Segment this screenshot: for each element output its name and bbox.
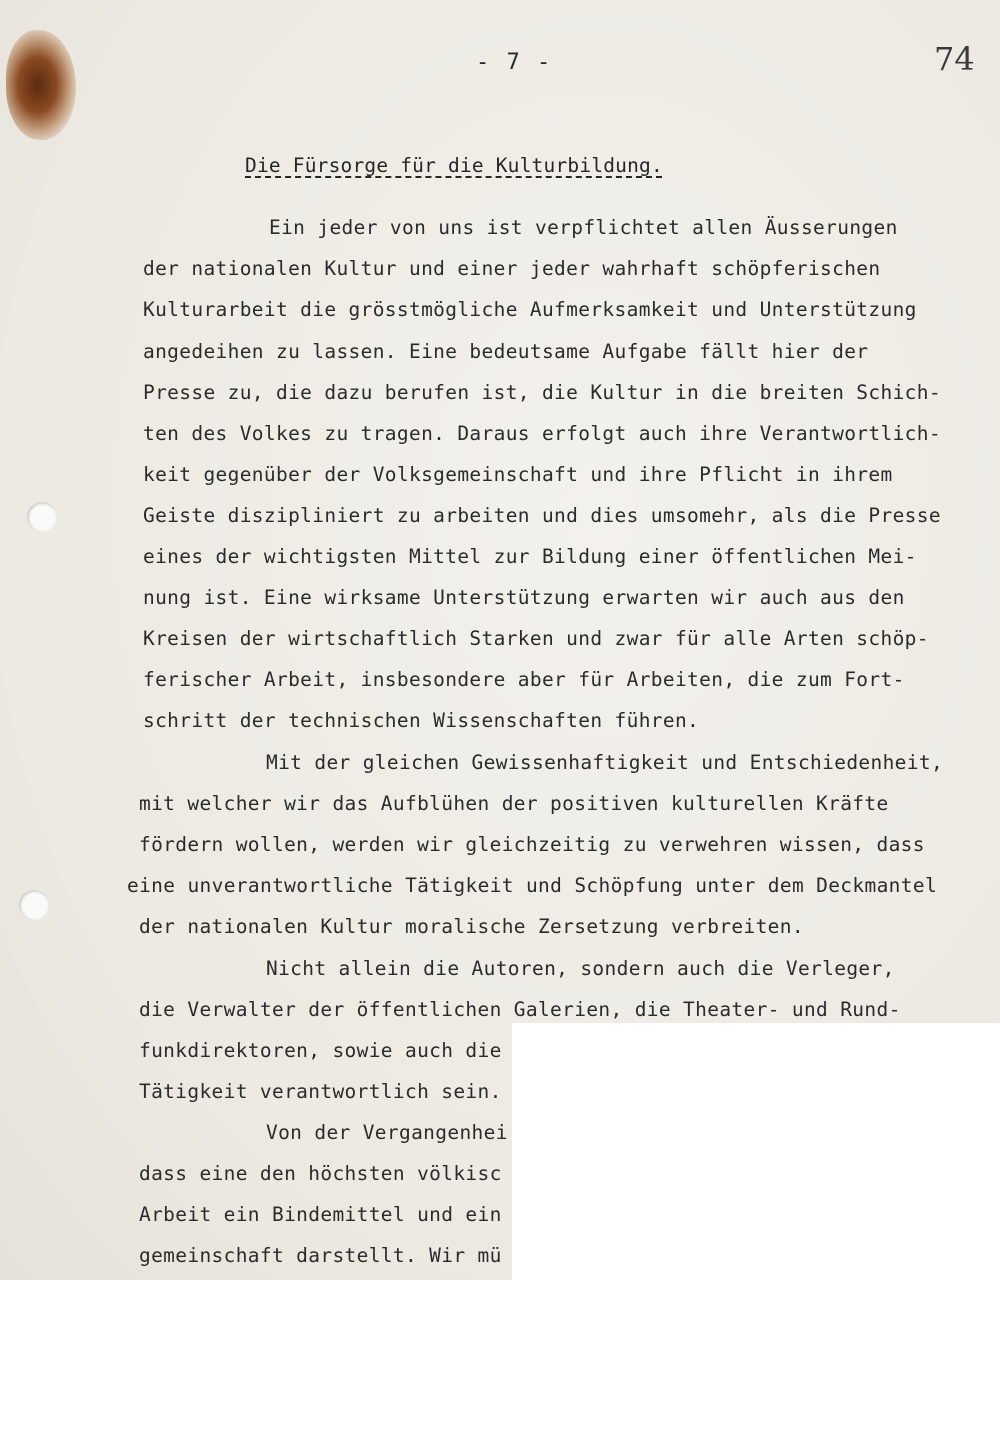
text-line: angedeihen zu lassen. Eine bedeutsame Aufgabe fällt hier der xyxy=(143,340,869,363)
text-line: der nationalen Kultur und einer jeder wahrhaft schöpferischen xyxy=(143,257,881,280)
text-line: Nicht allein die Autoren, sondern auch die Verleger, xyxy=(266,957,895,980)
text-line: Ein jeder von uns ist verpflichtet allen Äusserungen xyxy=(269,216,898,239)
text-line: Arbeit ein Bindemittel und ein xyxy=(139,1203,502,1226)
text-line: schritt der technischen Wissenschaften führen. xyxy=(143,709,700,732)
text-line: fördern wollen, werden wir gleichzeitig zu verwehren wissen, dass xyxy=(139,833,925,856)
text-line: Mit der gleichen Gewissenhaftigkeit und Entschiedenheit, xyxy=(266,751,944,774)
text-line: Presse zu, die dazu berufen ist, die Kultur in die breiten Schich- xyxy=(143,381,941,404)
white-mask-region xyxy=(512,1023,1000,1280)
text-line: gemeinschaft darstellt. Wir mü xyxy=(139,1244,502,1267)
section-heading: Die Fürsorge für die Kulturbildung. xyxy=(245,154,663,177)
punch-hole-bottom xyxy=(19,890,49,920)
text-line: Tätigkeit verantwortlich sein. xyxy=(139,1080,502,1103)
text-line: eines der wichtigsten Mittel zur Bildung einer öffentlichen Mei- xyxy=(143,545,917,568)
text-line: dass eine den höchsten völkisc xyxy=(139,1162,502,1185)
text-line: keit gegenüber der Volksgemeinschaft und ihre Pflicht in ihrem xyxy=(143,463,893,486)
text-line: eine unverantwortliche Tätigkeit und Schöpfung unter dem Deckmantel xyxy=(127,874,938,897)
folio-number: 74 xyxy=(934,40,975,78)
text-line: nung ist. Eine wirksame Unterstützung erwarten wir auch aus den xyxy=(143,586,905,609)
text-line: ten des Volkes zu tragen. Daraus erfolgt auch ihre Verantwortlich- xyxy=(143,422,941,445)
text-line: Von der Vergangenhei xyxy=(266,1121,508,1144)
text-line: mit welcher wir das Aufblühen der positiven kulturellen Kräfte xyxy=(139,792,889,815)
text-line: funkdirektoren, sowie auch die xyxy=(139,1039,502,1062)
punch-hole-top xyxy=(27,502,57,532)
text-line: ferischer Arbeit, insbesondere aber für Arbeiten, die zum Fort- xyxy=(143,668,905,691)
text-line: Geiste diszipliniert zu arbeiten und dies umsomehr, als die Presse xyxy=(143,504,941,527)
text-line: der nationalen Kultur moralische Zersetzung verbreiten. xyxy=(139,915,804,938)
text-line: die Verwalter der öffentlichen Galerien, die Theater- und Rund- xyxy=(139,998,901,1021)
rust-stain xyxy=(6,30,76,140)
text-line: Kreisen der wirtschaftlich Starken und zwar für alle Arten schöp- xyxy=(143,627,929,650)
text-line: Kulturarbeit die grösstmögliche Aufmerksamkeit und Unterstützung xyxy=(143,298,917,321)
page-number: - 7 - xyxy=(476,50,553,75)
